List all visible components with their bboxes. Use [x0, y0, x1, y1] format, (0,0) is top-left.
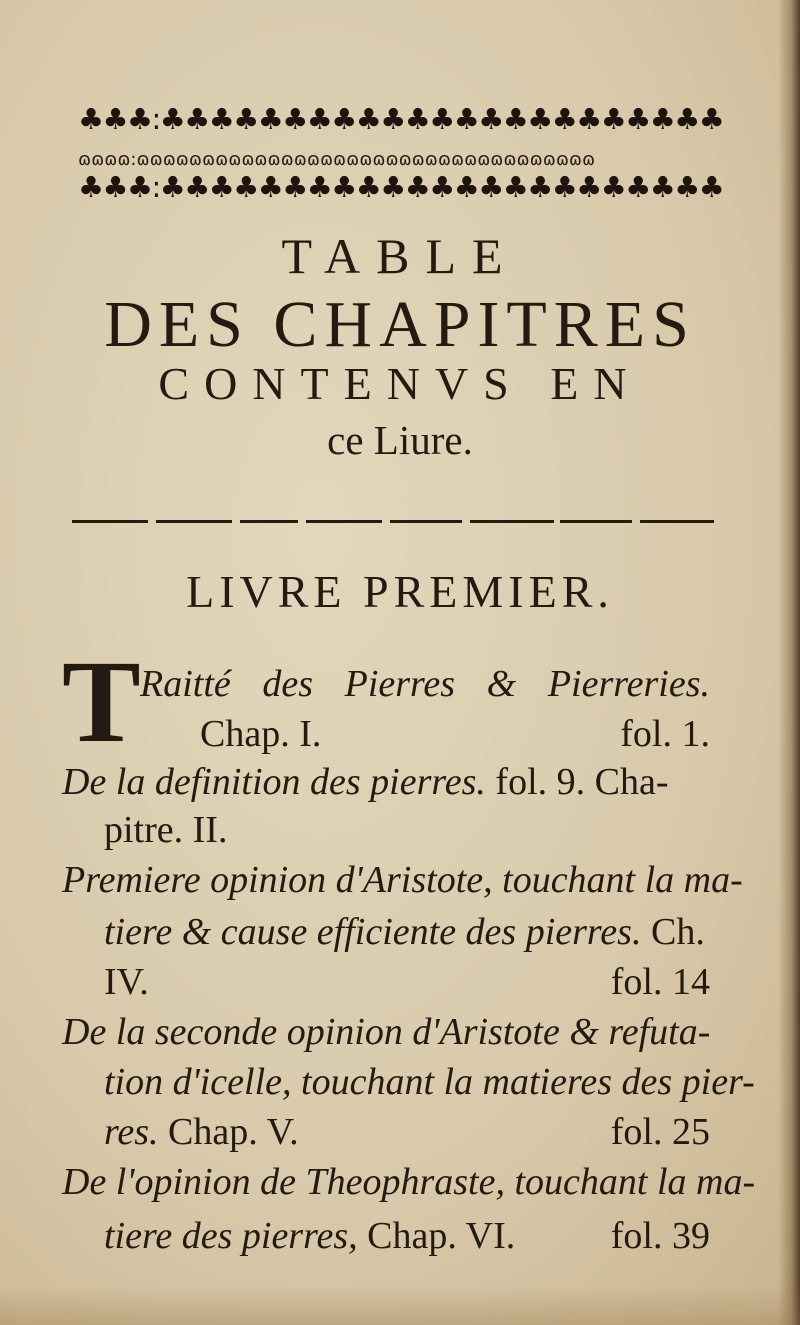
drop-cap-letter: T: [62, 636, 141, 767]
page-edge-shadow: [778, 0, 800, 1325]
divider-rule-2: [156, 520, 232, 523]
entry-5-chapter: Chap. VI.: [357, 1215, 516, 1257]
entry-1-folio: fol. 1.: [620, 713, 710, 755]
entry-4-line-3: [104, 1110, 299, 1154]
entry-3-chapter-num: IV.: [104, 961, 149, 1003]
divider-rule-8: [640, 520, 714, 523]
entry-5-line-1: De l'opinion de Theophraste, touchant la ma-: [62, 1161, 756, 1203]
divider-rule-6: [470, 520, 554, 523]
title-line-1: TABLE: [281, 228, 519, 284]
entry-3-title-cont: tiere & cause efficiente des pierres.: [104, 911, 642, 953]
book-heading: LIVRE PREMIER.: [186, 566, 614, 617]
ornament-bottom-row: ♣♣♣:♣♣♣♣♣♣♣♣♣♣♣♣♣♣♣♣♣♣♣♣♣♣♣: [78, 172, 724, 202]
divider-rule-7: [560, 520, 632, 523]
entry-2-folio: fol. 9. Cha-: [485, 761, 669, 803]
divider-rule-1: [72, 520, 148, 523]
title-line-4: ce Liure.: [327, 417, 473, 463]
entry-4-line-1: De la seconde opinion d'Aristote & refuta-: [62, 1011, 711, 1053]
title-line-2: DES CHAPITRES: [104, 288, 696, 361]
entry-2-line-2: pitre. II.: [104, 809, 228, 851]
entry-5-title-end: tiere des pierres,: [104, 1215, 358, 1257]
entry-3-folio: fol. 14: [610, 961, 710, 1003]
entry-4-title-end: res.: [104, 1111, 159, 1153]
ornament-middle-row: ɷɷɷɷ:ɷɷɷɷɷɷɷɷɷɷɷɷɷɷɷɷɷɷɷɷɷɷɷɷɷɷɷɷɷɷɷɷɷɷɷ: [78, 150, 596, 170]
entry-4-folio: fol. 25: [610, 1111, 710, 1153]
ornament-top-row: ♣♣♣:♣♣♣♣♣♣♣♣♣♣♣♣♣♣♣♣♣♣♣♣♣♣♣: [78, 104, 724, 134]
entry-1-line-1: Raitté des Pierres & Pierreries.: [140, 663, 710, 705]
entry-3-line-1: Premiere opinion d'Aristote, touchant la ma-: [62, 859, 743, 901]
divider-rule-3: [240, 520, 298, 523]
page-bottom-shadow: [0, 1285, 800, 1325]
divider-rule-5: [390, 520, 462, 523]
title-line-3: CONTENVS EN: [158, 358, 642, 409]
entry-4-chapter: Chap. V.: [158, 1111, 299, 1153]
entry-2-line-1: [62, 760, 669, 804]
entry-5-line-2: [104, 1214, 515, 1258]
entry-3-chapter: Ch.: [641, 911, 705, 953]
divider-rule-4: [306, 520, 382, 523]
entry-2-title: De la definition des pierres.: [62, 761, 486, 803]
entry-5-folio: fol. 39: [610, 1215, 710, 1257]
entry-3-line-2: [104, 910, 705, 954]
entry-1-chapter: Chap. I.: [200, 713, 322, 755]
entry-4-line-2: tion d'icelle, touchant la matieres des pier-: [104, 1061, 755, 1103]
